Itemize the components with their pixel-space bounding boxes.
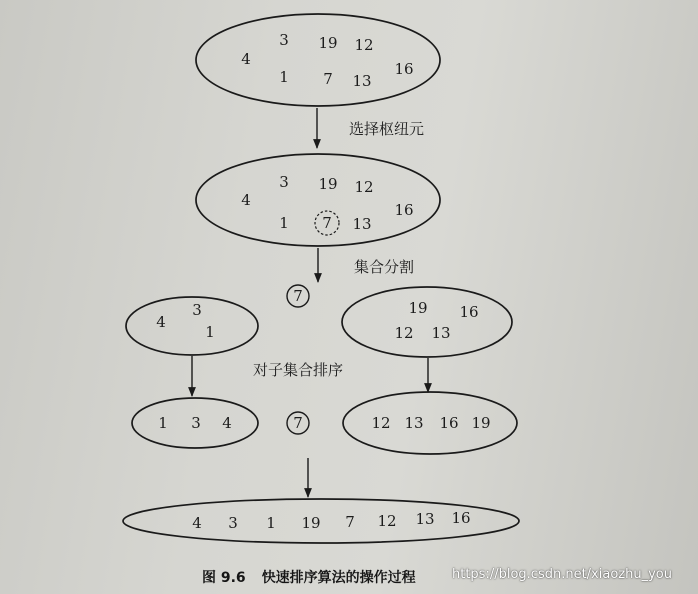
set-value: 13 [352, 215, 372, 233]
input-value: 7 [323, 70, 333, 88]
subset-value: 12 [394, 324, 414, 342]
merged-value: 1 [266, 514, 276, 532]
input-set [196, 14, 440, 106]
right-subset-oval [342, 287, 512, 357]
set-value: 16 [394, 201, 414, 219]
input-value: 13 [352, 72, 372, 90]
subset-value: 4 [156, 313, 166, 331]
set-value: 12 [354, 178, 374, 196]
pivot-selected-set [196, 154, 440, 246]
figure-title: 快速排序算法的操作过程 [261, 570, 416, 586]
figure-caption [202, 567, 416, 587]
subset-value: 16 [459, 303, 479, 321]
subset-value: 3 [192, 301, 202, 319]
step-label-select-pivot: 选择枢纽元 [349, 120, 425, 138]
sorted-value: 19 [471, 414, 491, 432]
merged-value: 3 [228, 514, 238, 532]
sorted-value: 16 [439, 414, 459, 432]
subset-value: 19 [408, 299, 428, 317]
subset-value: 1 [205, 323, 215, 341]
pivot-selected-oval [196, 154, 440, 246]
right-sorted-oval [343, 392, 517, 454]
sorted-value: 3 [191, 414, 201, 432]
sorted-value: 1 [158, 414, 168, 432]
pivot-value: 7 [293, 287, 303, 305]
right-subset [342, 287, 512, 357]
sorted-value: 12 [371, 414, 391, 432]
sorted-value: 4 [222, 414, 232, 432]
merged-value: 16 [451, 509, 471, 527]
step-label-partition: 集合分割 [354, 258, 415, 276]
input-value: 16 [394, 60, 414, 78]
subset-value: 13 [431, 324, 451, 342]
sorted-value: 13 [404, 414, 424, 432]
merged-value: 19 [301, 514, 321, 532]
pivot-value: 7 [293, 414, 303, 432]
input-value: 1 [279, 68, 289, 86]
set-value: 3 [279, 173, 289, 191]
input-value: 4 [241, 50, 251, 68]
watermark-url: https://blog.csdn.net/xiaozhu_you [452, 567, 672, 582]
figure-number: 图 9.6 [202, 570, 246, 586]
merged-value: 4 [192, 514, 202, 532]
merged-value: 7 [345, 513, 355, 531]
set-value: 1 [279, 214, 289, 232]
set-value: 19 [318, 175, 338, 193]
right-sorted-subset [343, 392, 517, 454]
input-value: 12 [354, 36, 374, 54]
left-sorted-subset [132, 398, 258, 448]
merged-value: 12 [377, 512, 397, 530]
step-label-sort-subsets: 对子集合排序 [253, 361, 344, 379]
merged-value: 13 [415, 510, 435, 528]
input-value: 19 [318, 34, 338, 52]
merged-set [123, 499, 519, 543]
set-value: 4 [241, 191, 251, 209]
input-value: 3 [279, 31, 289, 49]
pivot-value: 7 [322, 214, 332, 232]
left-subset [126, 297, 258, 355]
